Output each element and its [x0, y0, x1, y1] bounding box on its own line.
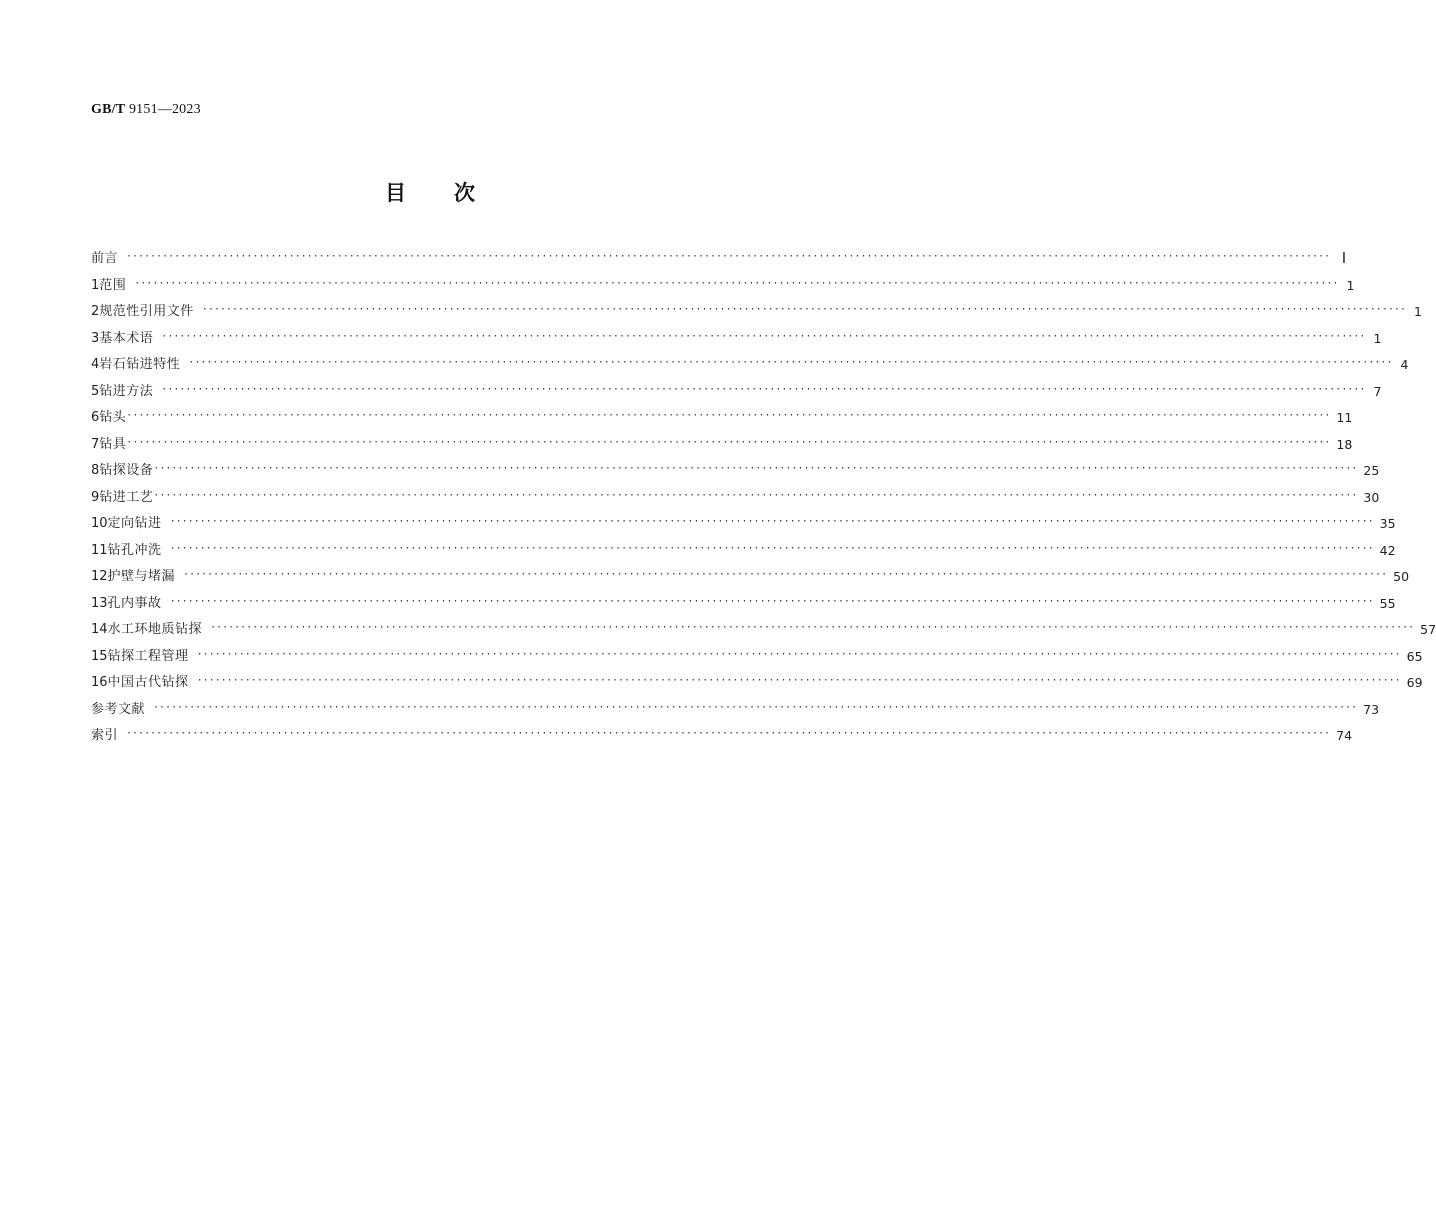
toc-entry-label: 规范性引用文件 [99, 304, 194, 319]
title-char-1: 目 [385, 181, 406, 205]
toc-entry-page: 1 [1413, 304, 1422, 319]
toc-entry[interactable] [91, 591, 1396, 618]
toc-entry-page: 73 [1363, 701, 1380, 717]
toc-entry[interactable] [91, 617, 1436, 644]
standard-prefix: GB/T [91, 102, 126, 117]
toc-entry[interactable] [91, 670, 1423, 697]
toc-entry[interactable] [91, 723, 1353, 750]
toc-entry-page: 30 [1363, 489, 1380, 505]
toc-dot-leader: ········································································································································································································ [210, 622, 1415, 633]
standard-code [91, 102, 201, 118]
standard-number: 9151—2023 [128, 102, 201, 117]
toc-entry-label: 索引 [91, 728, 119, 743]
toc-entry-number: 16 [91, 675, 108, 690]
toc-entry-label: 钻进方法 [99, 383, 154, 399]
toc-entry-number: 2 [91, 304, 100, 319]
toc-dot-leader: ········································································································································································································ [153, 463, 1358, 474]
toc-entry-page: Ⅰ [1341, 251, 1347, 267]
toc-entry-label: 护壁与堵漏 [107, 569, 176, 584]
toc-dot-leader: ········································································································································································································ [183, 569, 1388, 580]
toc-entry-number: 1 [91, 277, 100, 293]
toc-dot-leader: ········································································································································································································ [126, 410, 1331, 421]
toc-entry-number: 10 [91, 516, 108, 531]
toc-entry[interactable] [91, 246, 1347, 273]
toc-entry[interactable] [91, 379, 1382, 406]
toc-entry[interactable] [91, 273, 1355, 300]
toc-dot-leader: ········································································································································································································ [169, 595, 1374, 607]
toc-entry-label: 钻探设备 [99, 463, 154, 478]
toc-entry-label: 范围 [99, 277, 127, 293]
toc-entry-label: 参考文献 [91, 701, 146, 717]
toc-entry-page: 35 [1379, 516, 1396, 531]
toc-dot-leader: ········································································································································································································ [169, 542, 1374, 554]
toc-dot-leader: ········································································································································································································ [201, 304, 1406, 315]
toc-entry-page: 50 [1393, 569, 1410, 584]
toc-entry-label: 钻进工艺 [99, 489, 154, 505]
table-of-contents [91, 246, 1436, 750]
toc-entry-label: 钻孔冲洗 [107, 542, 162, 558]
toc-entry[interactable] [91, 458, 1380, 485]
toc-dot-leader: ········································································································································································································ [188, 357, 1393, 368]
toc-entry[interactable] [91, 697, 1380, 724]
toc-entry-number: 8 [91, 463, 100, 478]
toc-entry-label: 水工环地质钻探 [107, 622, 203, 637]
toc-dot-leader: ········································································································································································································ [153, 489, 1358, 501]
toc-entry-page: 65 [1406, 648, 1423, 664]
toc-entry-page: 74 [1336, 728, 1353, 743]
toc-dot-leader: ········································································································································································································ [153, 701, 1358, 713]
toc-dot-leader: ········································································································································································································ [134, 277, 1339, 289]
toc-entry-page: 55 [1379, 595, 1396, 611]
toc-dot-leader: ········································································································································································································ [196, 648, 1401, 660]
toc-entry[interactable] [91, 538, 1396, 565]
toc-entry-page: 18 [1336, 436, 1353, 452]
toc-entry-number: 6 [91, 410, 100, 425]
page-title [0, 177, 860, 207]
toc-entry-page: 57 [1420, 622, 1436, 637]
toc-entry-number: 12 [91, 569, 108, 584]
toc-entry-number: 15 [91, 648, 108, 664]
toc-entry-label: 前言 [91, 251, 119, 266]
toc-entry-number: 3 [91, 330, 100, 346]
toc-entry-page: 7 [1373, 383, 1382, 399]
toc-entry-number: 5 [91, 383, 100, 399]
toc-entry[interactable] [91, 299, 1422, 326]
toc-dot-leader: ········································································································································································································ [196, 675, 1401, 686]
toc-entry[interactable] [91, 485, 1380, 512]
toc-entry-label: 钻具 [99, 436, 127, 452]
toc-entry-number: 4 [91, 357, 100, 372]
toc-entry-label: 钻探工程管理 [107, 648, 189, 664]
toc-entry-label: 定向钻进 [107, 516, 162, 531]
toc-entry[interactable] [91, 352, 1409, 379]
toc-entry-number: 13 [91, 595, 108, 611]
toc-entry-number: 11 [91, 542, 108, 558]
toc-dot-leader: ········································································································································································································ [126, 728, 1331, 739]
toc-entry[interactable] [91, 405, 1353, 432]
toc-dot-leader: ········································································································································································································ [161, 330, 1366, 342]
toc-entry-page: 69 [1406, 675, 1423, 690]
toc-entry[interactable] [91, 511, 1396, 538]
toc-entry-page: 1 [1373, 330, 1382, 346]
title-char-2: 次 [454, 181, 475, 205]
toc-dot-leader: ········································································································································································································ [126, 251, 1331, 262]
toc-entry-page: 42 [1379, 542, 1396, 558]
toc-entry-page: 25 [1363, 463, 1380, 478]
toc-entry[interactable] [91, 326, 1382, 353]
toc-entry-label: 中国古代钻探 [107, 675, 189, 690]
toc-dot-leader: ········································································································································································································ [161, 383, 1366, 395]
toc-entry-page: 1 [1346, 277, 1355, 293]
toc-dot-leader: ········································································································································································································ [169, 516, 1374, 527]
toc-entry-number: 7 [91, 436, 100, 452]
toc-entry-label: 基本术语 [99, 330, 154, 346]
toc-entry-label: 孔内事故 [107, 595, 162, 611]
toc-entry[interactable] [91, 432, 1353, 459]
toc-entry[interactable] [91, 644, 1423, 671]
toc-entry[interactable] [91, 564, 1410, 591]
toc-entry-label: 岩石钻进特性 [99, 357, 181, 372]
toc-entry-number: 9 [91, 489, 100, 505]
toc-entry-number: 14 [91, 622, 108, 637]
toc-entry-label: 钻头 [99, 410, 127, 425]
toc-entry-page: 11 [1336, 410, 1353, 425]
toc-dot-leader: ········································································································································································································ [126, 436, 1331, 448]
toc-entry-page: 4 [1400, 357, 1409, 372]
